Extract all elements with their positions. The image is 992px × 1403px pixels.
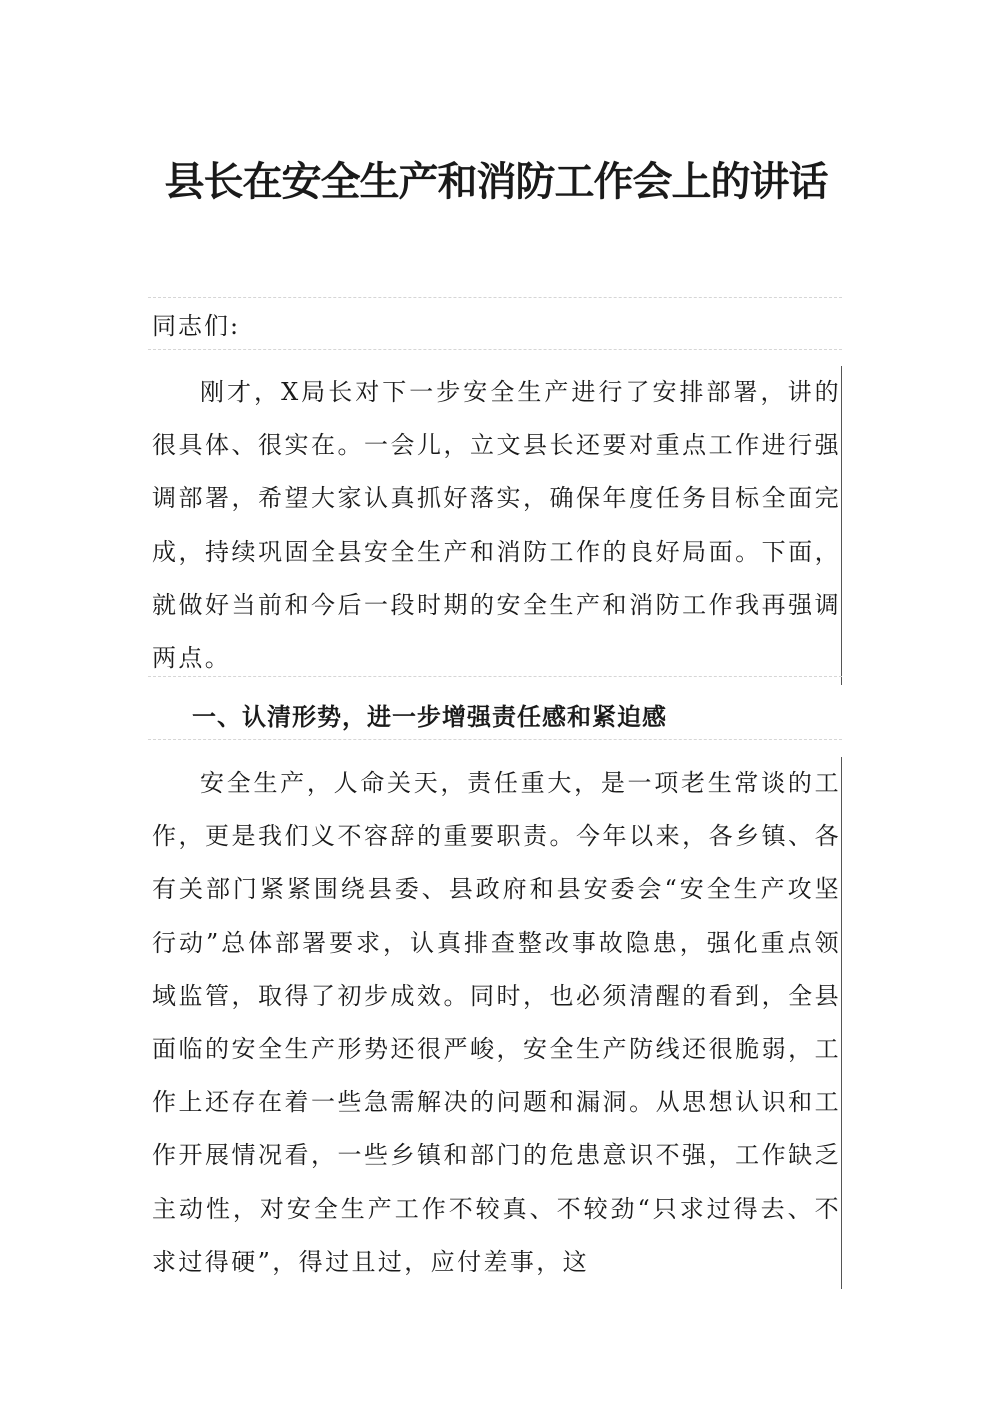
divider — [148, 676, 842, 677]
divider — [148, 739, 842, 740]
document-title: 县长在安全生产和消防工作会上的讲话 — [164, 158, 828, 205]
salutation: 同志们: — [152, 312, 241, 340]
divider — [148, 297, 842, 298]
divider — [148, 349, 842, 350]
body-paragraph: 安全生产，人命关天，责任重大，是一项老生常谈的工作，更是我们义不容辞的重要职责。今年以来，各乡镇、各有关部门紧紧围绕县委、县政府和县安委会“安全生产攻坚行动”总体部署要求，认真排查整改事故隐患，强化重点领域监管，取得了初步成效。同时，也必须清醒的看到，全县面临的安全生产形势还很严峻，安全生产防线还很脆弱，工作上还存在着一些急需解决的问题和漏洞。从思想认识和工作开展情况看，一些乡镇和部门的危患意识不强，工作缺乏主动性，对安全生产工作不较真、不较劲“只求过得去、不求过得硬”，得过且过，应付差事，这 — [152, 757, 842, 1289]
section-heading: 一、认清形势，进一步增强责任感和紧迫感 — [192, 703, 667, 731]
body-paragraph: 刚才，X局长对下一步安全生产进行了安排部署，讲的很具体、很实在。一会儿，立文县长还要对重点工作进行强调部署，希望大家认真抓好落实，确保年度任务目标全面完成，持续巩固全县安全生产和消防工作的良好局面。下面，就做好当前和今后一段时期的安全生产和消防工作我再强调两点。 — [152, 366, 842, 685]
